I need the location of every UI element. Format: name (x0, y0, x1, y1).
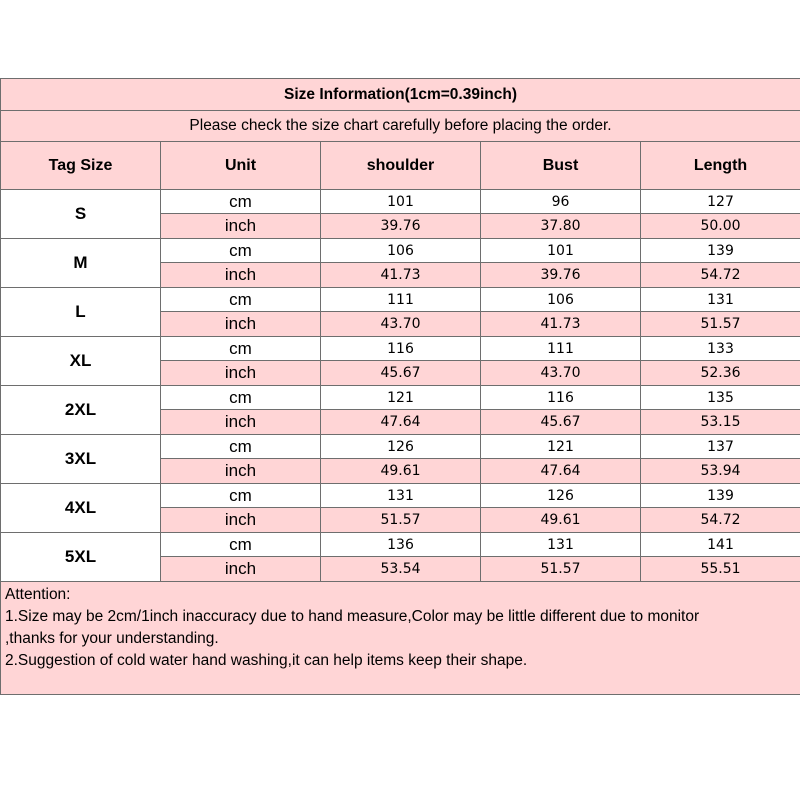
length-cell: 135 (641, 386, 800, 410)
bust-cell: 43.70 (481, 361, 641, 386)
header-length: Length (641, 142, 800, 190)
length-cell: 141 (641, 533, 800, 557)
table-row (1, 484, 800, 508)
length-cell: 53.15 (641, 410, 800, 435)
size-label: L (1, 288, 161, 337)
unit-cell: inch (161, 508, 321, 533)
length-cell: 52.36 (641, 361, 800, 386)
shoulder-cell: 116 (321, 337, 481, 361)
shoulder-cell: 136 (321, 533, 481, 557)
shoulder-cell: 101 (321, 190, 481, 214)
size-label: 2XL (1, 386, 161, 435)
bust-cell: 37.80 (481, 214, 641, 239)
length-cell: 53.94 (641, 459, 800, 484)
attention-notes (1, 582, 800, 695)
shoulder-cell: 111 (321, 288, 481, 312)
bust-cell: 96 (481, 190, 641, 214)
unit-cell: inch (161, 263, 321, 288)
bust-cell: 116 (481, 386, 641, 410)
header-unit: Unit (161, 142, 321, 190)
unit-cell: cm (161, 484, 321, 508)
size-chart (0, 78, 800, 695)
length-cell: 131 (641, 288, 800, 312)
unit-cell: inch (161, 312, 321, 337)
notes-line-2: ,thanks for your understanding. (5, 630, 219, 647)
shoulder-cell: 43.70 (321, 312, 481, 337)
bust-cell: 49.61 (481, 508, 641, 533)
size-label: M (1, 239, 161, 288)
table-row (1, 190, 800, 214)
bust-cell: 51.57 (481, 557, 641, 582)
header-tag-size: Tag Size (1, 142, 161, 190)
shoulder-cell: 41.73 (321, 263, 481, 288)
table-row (1, 337, 800, 361)
table-row (1, 239, 800, 263)
length-cell: 50.00 (641, 214, 800, 239)
unit-cell: cm (161, 190, 321, 214)
notes-line-3: 2.Suggestion of cold water hand washing,it can help items keep their shape. (5, 652, 528, 669)
size-table (0, 78, 800, 695)
size-label: 3XL (1, 435, 161, 484)
table-subtitle: Please check the size chart carefully before placing the order. (1, 111, 800, 142)
table-row (1, 435, 800, 459)
bust-cell: 39.76 (481, 263, 641, 288)
shoulder-cell: 45.67 (321, 361, 481, 386)
table-row (1, 288, 800, 312)
length-cell: 139 (641, 239, 800, 263)
unit-cell: inch (161, 361, 321, 386)
length-cell: 51.57 (641, 312, 800, 337)
size-label: 4XL (1, 484, 161, 533)
unit-cell: inch (161, 459, 321, 484)
bust-cell: 101 (481, 239, 641, 263)
shoulder-cell: 53.54 (321, 557, 481, 582)
bust-cell: 111 (481, 337, 641, 361)
bust-cell: 126 (481, 484, 641, 508)
shoulder-cell: 49.61 (321, 459, 481, 484)
unit-cell: cm (161, 239, 321, 263)
unit-cell: cm (161, 288, 321, 312)
unit-cell: cm (161, 533, 321, 557)
bust-cell: 106 (481, 288, 641, 312)
length-cell: 55.51 (641, 557, 800, 582)
unit-cell: inch (161, 557, 321, 582)
size-label: 5XL (1, 533, 161, 582)
shoulder-cell: 106 (321, 239, 481, 263)
shoulder-cell: 51.57 (321, 508, 481, 533)
header-shoulder: shoulder (321, 142, 481, 190)
bust-cell: 131 (481, 533, 641, 557)
unit-cell: inch (161, 214, 321, 239)
length-cell: 139 (641, 484, 800, 508)
length-cell: 133 (641, 337, 800, 361)
length-cell: 127 (641, 190, 800, 214)
length-cell: 137 (641, 435, 800, 459)
length-cell: 54.72 (641, 508, 800, 533)
shoulder-cell: 131 (321, 484, 481, 508)
unit-cell: cm (161, 337, 321, 361)
shoulder-cell: 39.76 (321, 214, 481, 239)
shoulder-cell: 47.64 (321, 410, 481, 435)
shoulder-cell: 126 (321, 435, 481, 459)
length-cell: 54.72 (641, 263, 800, 288)
table-row (1, 386, 800, 410)
header-bust: Bust (481, 142, 641, 190)
shoulder-cell: 121 (321, 386, 481, 410)
notes-line-1: 1.Size may be 2cm/1inch inaccuracy due to hand measure,Color may be little different due to monitor (5, 608, 700, 625)
table-title: Size Information(1cm=0.39inch) (1, 79, 800, 111)
size-label: XL (1, 337, 161, 386)
bust-cell: 121 (481, 435, 641, 459)
unit-cell: cm (161, 435, 321, 459)
bust-cell: 47.64 (481, 459, 641, 484)
notes-heading: Attention: (5, 586, 71, 603)
table-row (1, 533, 800, 557)
unit-cell: cm (161, 386, 321, 410)
size-label: S (1, 190, 161, 239)
bust-cell: 45.67 (481, 410, 641, 435)
bust-cell: 41.73 (481, 312, 641, 337)
unit-cell: inch (161, 410, 321, 435)
